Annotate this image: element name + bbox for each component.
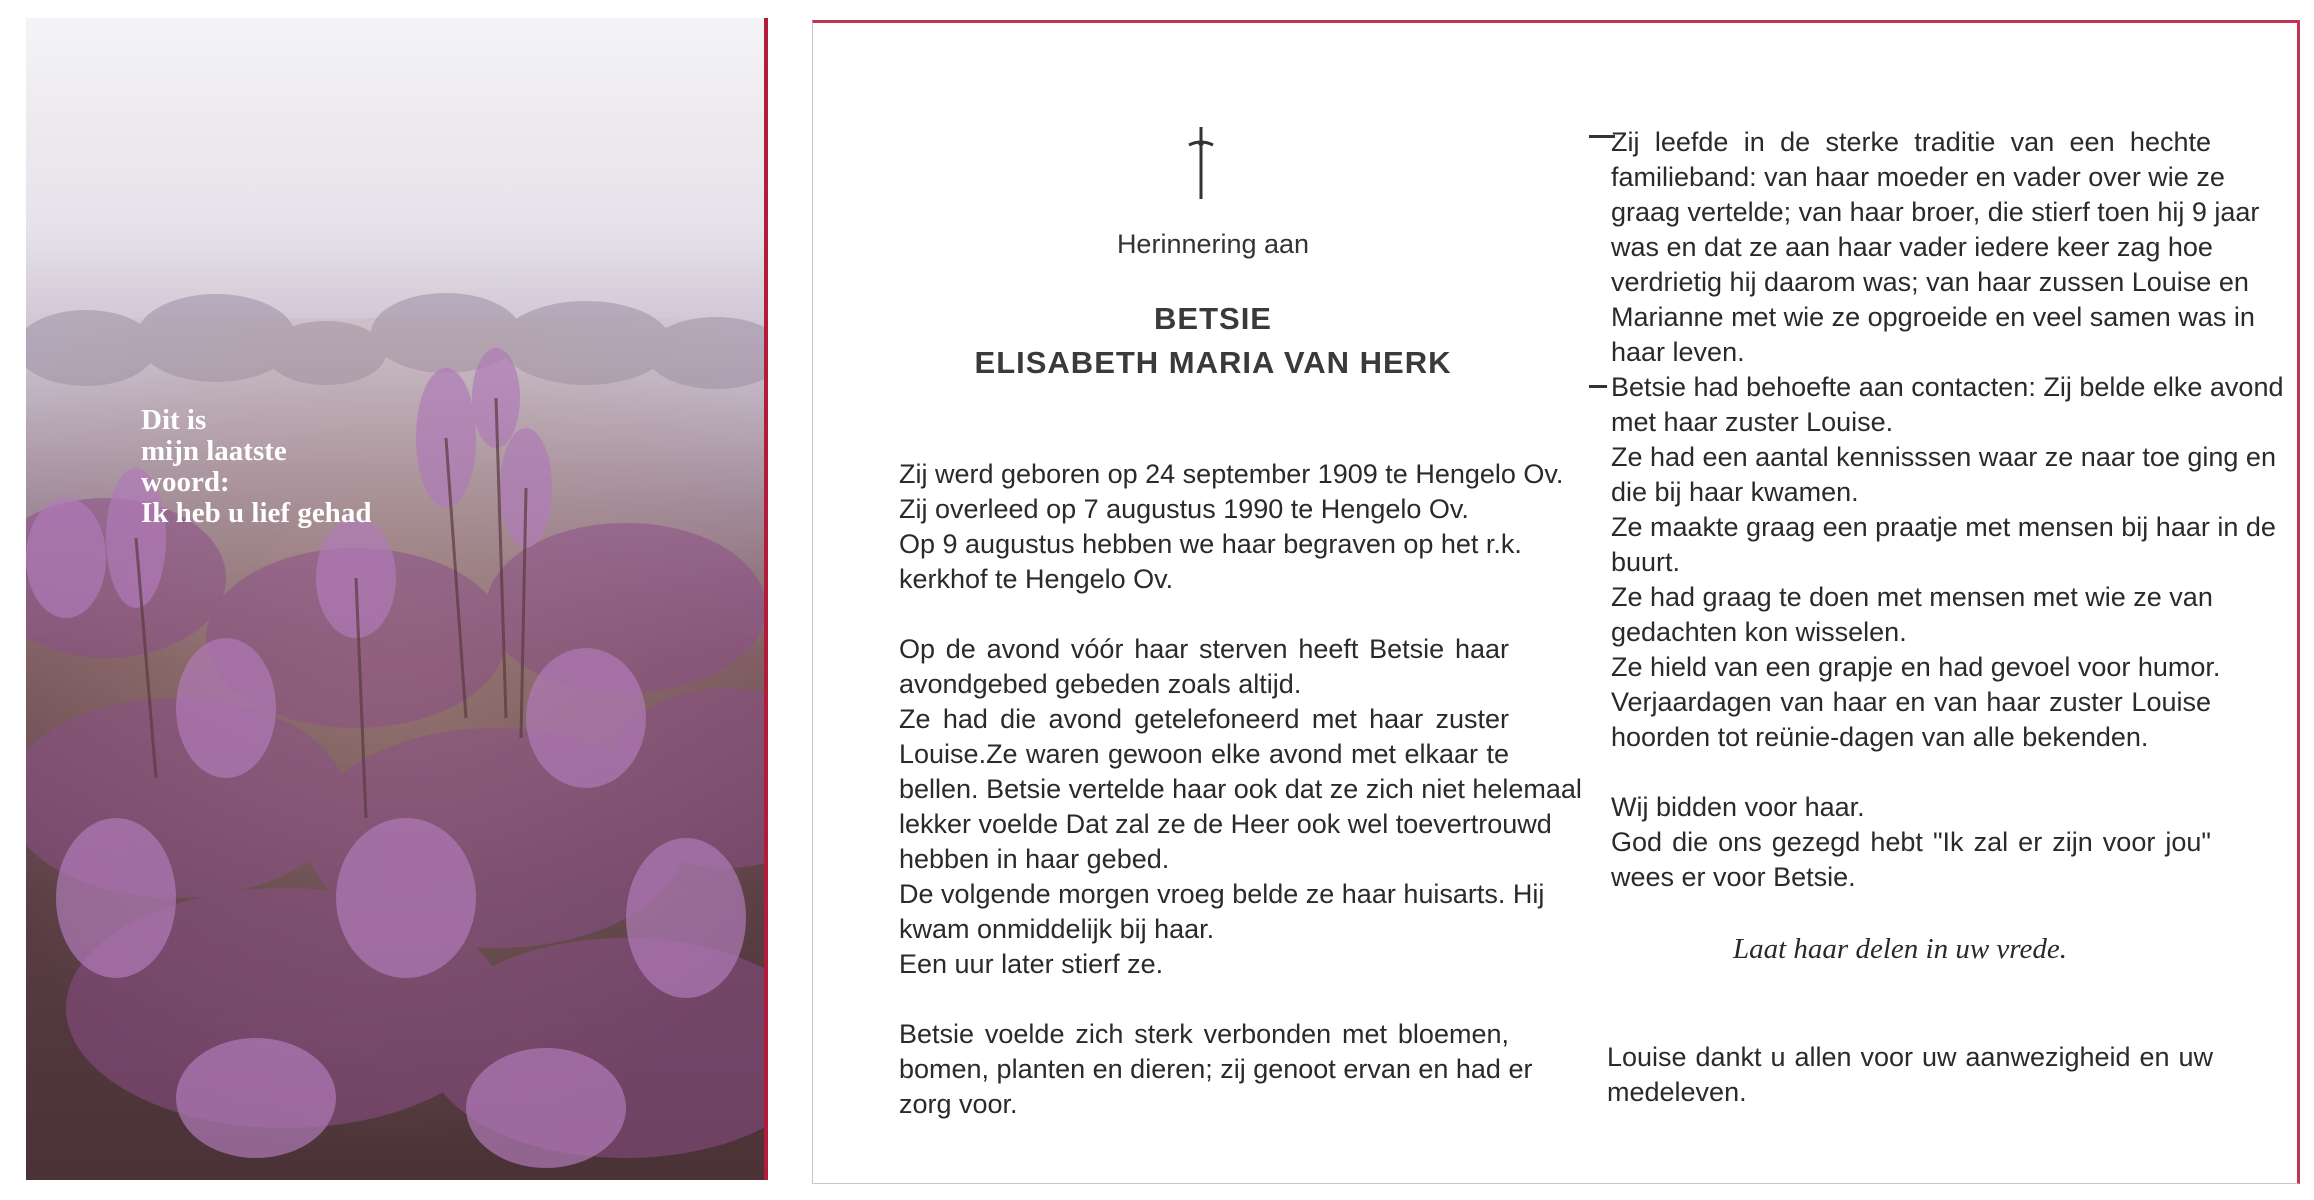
- text-line: Op 9 augustus hebben we haar begraven op het r.k.: [899, 529, 1522, 559]
- text-line: Ze had een aantal kennisssen waar ze naar toe ging en: [1611, 442, 2276, 472]
- text-line: Ze hield van een grapje en had gevoel voor humor.: [1611, 652, 2221, 682]
- text-line: Zij leefde in de sterke traditie van een hechte: [1611, 127, 2211, 157]
- text-line: kerkhof te Hengelo Ov.: [899, 564, 1174, 594]
- text-line: buurt.: [1611, 547, 1681, 577]
- heather-landscape-image: [26, 18, 764, 1180]
- text-line: Een uur later stierf ze.: [899, 949, 1164, 979]
- text-line: De volgende morgen vroeg belde ze haar huisarts. Hij: [899, 879, 1545, 909]
- text-line: Zij overleed op 7 augustus 1990 te Hengelo Ov.: [899, 494, 1469, 524]
- text-line: haar leven.: [1611, 337, 1745, 367]
- text-line: Louise dankt u allen voor uw aanwezigheid en uw: [1607, 1042, 2213, 1072]
- text-line: graag vertelde; van haar broer, die stierf toen hij 9 jaar: [1611, 197, 2260, 227]
- text-line: Louise.Ze waren gewoon elke avond met elkaar te: [899, 739, 1509, 769]
- text-line: hebben in haar gebed.: [899, 844, 1170, 874]
- text-line: avondgebed gebeden zoals altijd.: [899, 669, 1302, 699]
- intro-text: Herinnering aan: [1116, 229, 1310, 259]
- bullet-dash: [1589, 385, 1607, 388]
- text-line: kwam onmiddelijk bij haar.: [899, 914, 1215, 944]
- paragraph-gap: [899, 597, 1509, 632]
- text-line: met haar zuster Louise.: [1611, 407, 1894, 437]
- text-line: wees er voor Betsie.: [1611, 862, 1856, 892]
- text-line: gedachten kon wisselen.: [1611, 617, 1907, 647]
- text-line: bellen. Betsie vertelde haar ook dat ze zich niet helemaal: [899, 774, 1582, 804]
- text-line: Ze had graag te doen met mensen met wie ze van: [1611, 582, 2213, 612]
- text-line: verdrietig hij daarom was; van haar zussen Louise en: [1611, 267, 2249, 297]
- front-quote: [141, 405, 371, 529]
- text-line: medeleven.: [1607, 1077, 1747, 1107]
- text-line: hoorden tot reünie-dagen van alle bekenden.: [1611, 722, 2149, 752]
- quote-line: Dit is: [141, 404, 207, 436]
- text-line: was en dat ze aan haar vader iedere keer zag hoe: [1611, 232, 2213, 262]
- text-line: lekker voelde Dat zal ze de Heer ook wel toevertrouwd: [899, 809, 1552, 839]
- quote-line: Ik heb u lief gehad: [141, 497, 372, 529]
- deceased-first-name: BETSIE: [1154, 301, 1272, 336]
- thanks-text: [1607, 1040, 2213, 1110]
- text-line: Op de avond vóór haar sterven heeft Betsie haar: [899, 634, 1509, 664]
- paragraph-gap: [1611, 755, 2211, 790]
- quote-line: mijn laatste: [141, 435, 287, 467]
- closing-prayer: Laat haar delen in uw vrede.: [1733, 933, 2067, 965]
- text-line: Zij werd geboren op 24 september 1909 te Hengelo Ov.: [899, 459, 1564, 489]
- memorial-text-card: [812, 20, 2300, 1184]
- cross-icon: [1181, 123, 1221, 203]
- text-line: Marianne met wie ze opgroeide en veel samen was in: [1611, 302, 2255, 332]
- biography-right-column: [1611, 125, 2284, 895]
- text-line: Ze had die avond getelefoneerd met haar zuster: [899, 704, 1509, 734]
- front-photo-card: [26, 18, 768, 1180]
- text-line: God die ons gezegd hebt "Ik zal er zijn voor jou": [1611, 827, 2211, 857]
- deceased-full-name: ELISABETH MARIA VAN HERK: [974, 345, 1452, 380]
- text-line: Verjaardagen van haar en van haar zuster Louise: [1611, 687, 2211, 717]
- paragraph-gap: [899, 982, 1509, 1017]
- text-line: die bij haar kwamen.: [1611, 477, 1859, 507]
- quote-line: woord:: [141, 466, 230, 498]
- text-line: Ze maakte graag een praatje met mensen bij haar in de: [1611, 512, 2276, 542]
- text-line: bomen, planten en dieren; zij genoot ervan en had er: [899, 1054, 1533, 1084]
- text-line: zorg voor.: [899, 1089, 1018, 1119]
- text-line: Wij bidden voor haar.: [1611, 792, 1865, 822]
- biography-left-column: [899, 457, 1582, 1122]
- text-line: Betsie had behoefte aan contacten: Zij belde elke avond: [1611, 372, 2284, 402]
- text-line: familieband: van haar moeder en vader over wie ze: [1611, 162, 2225, 192]
- text-line: Betsie voelde zich sterk verbonden met bloemen,: [899, 1019, 1509, 1049]
